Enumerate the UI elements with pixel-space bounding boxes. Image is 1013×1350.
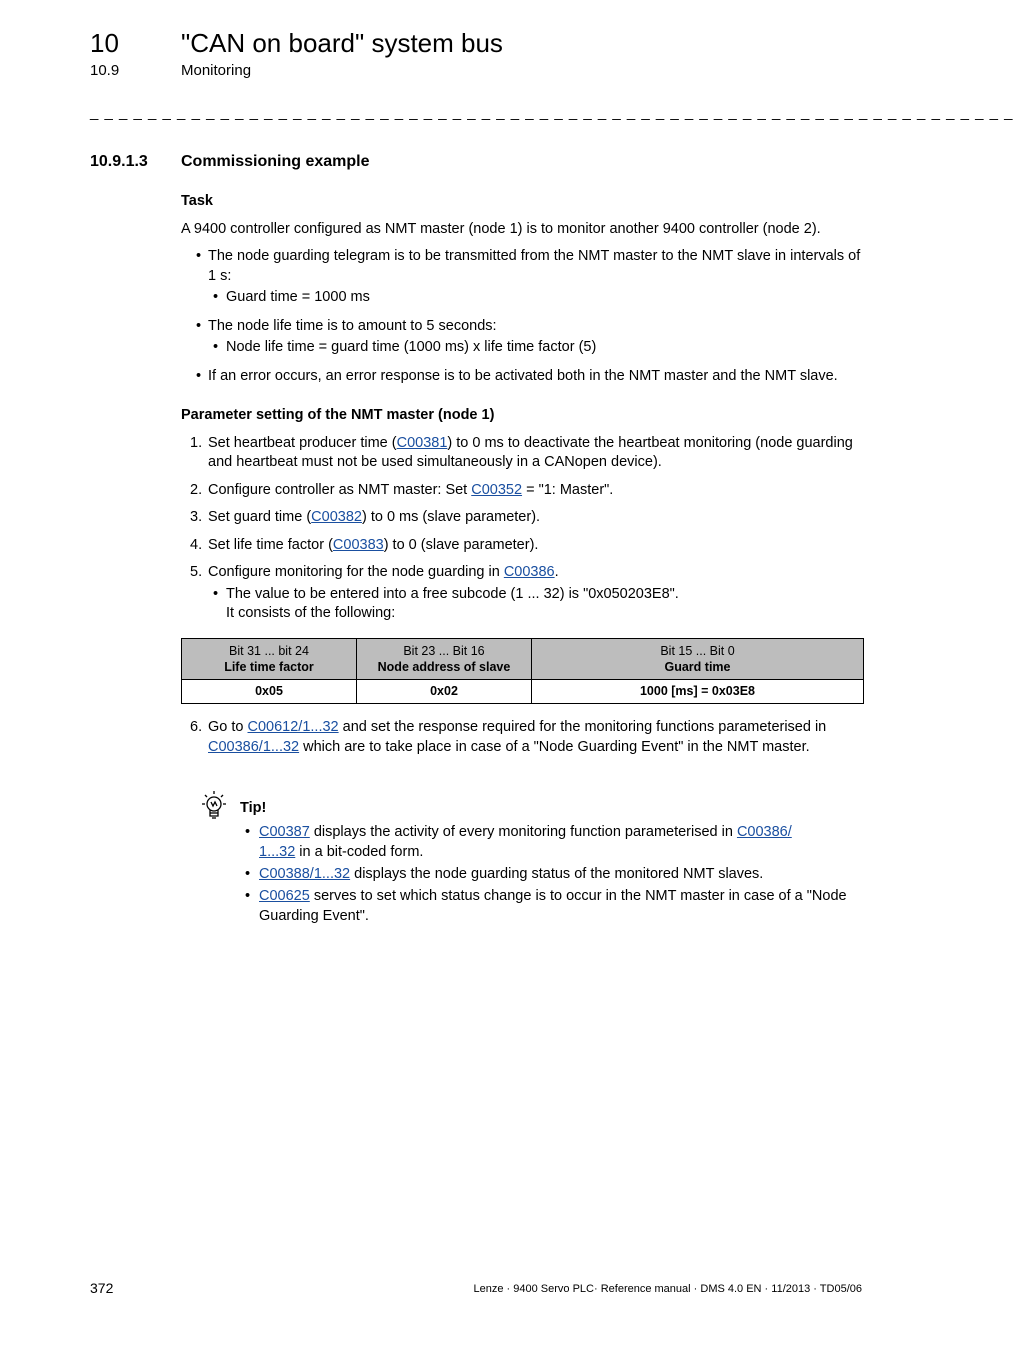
chapter-title: "CAN on board" system bus [181,28,503,58]
task-intro: A 9400 controller configured as NMT master (node 1) is to monitor another 9400 controller (node 2). [181,220,821,237]
page-number: 372 [90,1280,114,1296]
bit-layout-table [181,638,864,705]
param-steps-continued [181,718,865,757]
task-bullets [181,247,865,386]
section-number: 10.9 [90,62,120,79]
table-cell: 0x05 [182,679,357,704]
list-item: • Node life time = guard time (1000 ms) x life time factor (5) [208,338,865,358]
task-heading: Task [181,193,213,209]
link-c00381[interactable]: C00381 [396,434,448,451]
list-item: 3. Set guard time (C00382) to 0 ms (slave parameter). [190,509,541,525]
table-header-cell: Bit 15 ... Bit 0 Guard time [532,638,864,679]
param-heading: Parameter setting of the NMT master (node 1) [181,407,495,423]
footer-doc-info: Lenze · 9400 Servo PLC· Reference manual · DMS 4.0 EN · 11/2013 · TD05/06 [473,1283,862,1295]
list-item: • The node guarding telegram is to be transmitted from the NMT master to the NMT slave in intervals of 1 s: • Guard time = 1000 ms [181,247,865,308]
link-c00352[interactable]: C00352 [471,481,523,498]
link-c00612[interactable]: C00612/1...32 [247,719,339,735]
list-item: 2. Configure controller as NMT master: Set C00352 = "1: Master". [190,481,614,498]
link-c00382[interactable]: C00382 [311,509,362,525]
section-title: Monitoring [181,62,252,79]
chapter-number: 10 [90,28,119,58]
link-c00383[interactable]: C00383 [332,536,384,553]
table-row [182,679,864,704]
list-item: • If an error occurs, an error response is to be activated both in the NMT master and the NMT slave. [181,367,865,387]
table-cell: 0x02 [357,679,532,704]
subsection-title: Commissioning example [181,153,370,170]
list-item: • C00388/1...32 displays the node guarding status of the monitored NMT slaves. [245,864,865,884]
link-c00386[interactable]: C00386 [503,564,555,580]
header-divider: _ _ _ _ _ _ _ _ _ _ _ _ _ _ _ _ _ _ _ _ _ _ _ _ _ _ _ _ _ _ _ _ _ _ _ _ _ _ _ _ _ _ _ _ _ _ _ _ _ _ _ _ _ _ _ _ _ _ _ _ _ _ _ _ [90,104,1013,121]
list-item: • C00387 displays the activity of every monitoring function parameterised in C00386/ 1...32 in a bit-coded form. [245,822,865,862]
link-c00625[interactable]: C00625 [259,888,310,904]
table-header-cell: Bit 31 ... bit 24 Life time factor [182,638,357,679]
link-c00386-part1[interactable]: C00386/ [736,824,792,840]
list-item: 1. Set heartbeat producer time (C00381) to 0 ms to deactivate the heartbeat monitoring (node guarding and heartbeat must not be used simultaneously in a CANopen device). [190,434,853,470]
param-steps [181,434,865,624]
link-c00388[interactable]: C00388/1...32 [259,866,351,882]
link-c00386-part2[interactable]: 1...32 [259,844,296,860]
tip-list [245,822,865,928]
list-item: • C00625 serves to set which status change is to occur in the NMT master in case of a "Node Guarding Event". [245,886,865,926]
table-header-cell: Bit 23 ... Bit 16 Node address of slave [357,638,532,679]
tip-label: Tip! [240,800,267,816]
list-item: • Guard time = 1000 ms [208,288,865,308]
list-item: 4. Set life time factor (C00383) to 0 (slave parameter). [190,536,539,553]
table-cell: 1000 [ms] = 0x03E8 [532,679,864,704]
list-item: 5. Configure monitoring for the node guarding in C00386. • The value to be entered into a free subcode (1 ... 32) is "0x050203E8". It consists of the following: [181,563,865,624]
list-item: 6. Go to C00612/1...32 and set the response required for the monitoring functions parameterised in C00386/1...32 which are to take place in case of a "Node Guarding Event" in the NMT master. [190,719,827,755]
list-item: • The node life time is to amount to 5 seconds: • Node life time = guard time (1000 ms) x life time factor (5) [181,317,865,358]
main-content [181,192,865,765]
list-item: • The value to be entered into a free subcode (1 ... 32) is "0x050203E8". It consists of the following: [208,585,865,624]
link-c00386-range[interactable]: C00386/1...32 [208,738,300,755]
link-c00387[interactable]: C00387 [259,824,310,840]
subsection-number: 10.9.1.3 [90,153,148,170]
lightbulb-icon [196,788,232,824]
